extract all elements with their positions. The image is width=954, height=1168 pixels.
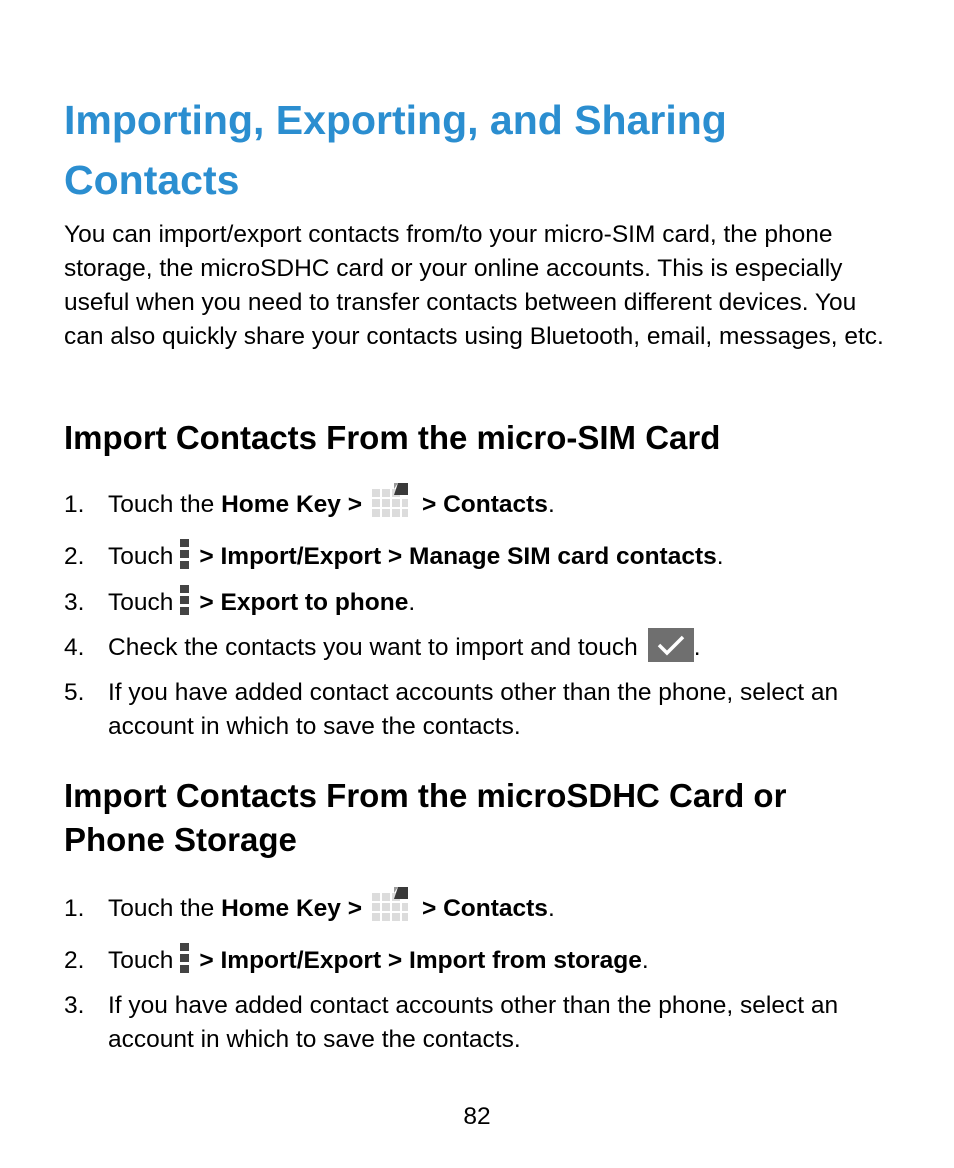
page-title: Importing, Exporting, and Sharing Contacts	[64, 97, 727, 203]
apps-grid-icon	[370, 885, 410, 925]
section-heading-sim: Import Contacts From the micro-SIM Card	[64, 419, 721, 456]
page-number: 82	[463, 1103, 491, 1130]
intro-paragraph: You can import/export contacts from/to your micro-SIM card, the phone storage, the microSDHC card or your online accounts. This is especially useful when you need to transfer contacts between different devices. You can also quickly share your contacts using Bluetooth, email, messages, etc.	[64, 221, 884, 350]
menu-dots-icon	[179, 941, 191, 975]
checkmark-icon	[648, 628, 694, 662]
menu-dots-icon	[179, 583, 191, 617]
apps-grid-icon	[370, 481, 410, 521]
menu-dots-icon	[179, 537, 191, 571]
section-heading-storage: Import Contacts From the microSDHC Card or Phone Storage	[64, 777, 787, 858]
